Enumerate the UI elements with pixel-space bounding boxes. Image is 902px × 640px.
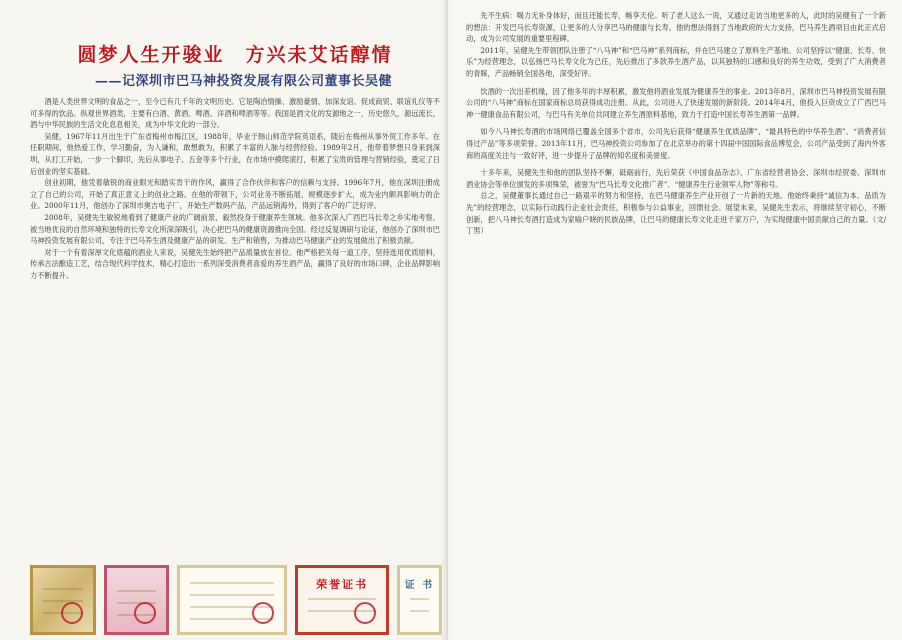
- certificate-photos: [30, 565, 442, 635]
- paragraph: 2011年，吴健先生带领团队注册了“八马神”和“巴马神”系列商标，并在巴马建立了原料生产基地。公司坚持以“健康、长寿、快乐”为经营理念，以弘扬巴马长寿文化为己任，先后推出了多款养生酒产品，以其独特的口感和良好的养生功效，受到了广大消费者的青睐，产品畅销全国各地，深受好评。: [466, 45, 886, 78]
- paragraph: 总之，吴健董事长通过自己一路艰辛的努力和坚持，在巴马健康养生产业开创了一片新的天地。他始终秉持“诚信为本、品质为先”的经营理念，以实际行动践行企业社会责任，积极参与公益事业，回馈社会。展望未来，吴健先生表示，将继续坚守初心，不断创新，把八马神长寿酒打造成为家喻户晓的民族品牌，让巴马的健康长寿文化走进千家万户，为实现健康中国贡献自己的力量。（文/丁男）: [466, 191, 886, 236]
- certificate-plain: [177, 565, 287, 635]
- certificate-pink: [104, 565, 170, 635]
- paragraph: 吴健，1967年11月出生于广东省梅州市梅江区，1988年，毕业于韩山师范学院英语系，随后在梅州从事外贸工作多年。在任职期间，他热爱工作，学习勤奋，为人谦和，敢想敢为，积累了丰富的人脉与经营经验。1989年2月，他带着梦想只身来到深圳，从打工开始，一步一个脚印，先后从事电子、五金等多个行业，在市场中摸爬滚打，积累了宝贵的管理与营销经验，奠定了日后创业的坚实基础。: [30, 131, 440, 176]
- paragraph: 如今八马神长寿酒的市场网络已覆盖全国多个省市，公司先后获得“健康养生优质品牌”、“最具特色的中华养生酒”、“消费者信得过产品”等多项荣誉。2013年11月，巴马神投资公司参加了在北京举办的第十四届中国国际食品博览会，公司产品受到了海内外客商的高度关注与一致好评，进一步提升了品牌的知名度和美誉度。: [466, 127, 886, 160]
- certificate-stamp: [397, 565, 442, 635]
- paragraph: 十多年来，吴健先生和他的团队坚持不懈，砥砺前行，先后荣获《中国食品杂志》、广东省经营者协会、深圳市经贸委、深圳市酒业协会等单位颁发的多项殊荣，被誉为“巴马长寿文化推广者”、“健康养生行业领军人物”等称号。: [466, 168, 886, 189]
- paragraph: 先不生病：喝力无补身体好，而且还能长寿，畅享天伦。听了老人这么一说，又通过走访当地更多的人，此时的吴健有了一个新的想法：开发巴马长寿资源，让更多的人分享巴马的健康与长寿。他的想法得到了当地政府的大力支持，巴马养生酒项目由此正式启动，成为公司发展的重要里程碑。: [466, 11, 886, 44]
- paragraph: 创业初期，他凭着敏锐的商业眼光和踏实肯干的作风，赢得了合作伙伴和客户的信赖与支持。1996年7月，他在深圳注册成立了自己的公司，开始了真正意义上的创业之路。在他的带领下，公司业务不断拓展，规模逐步扩大，成为业内颇具影响力的企业。2000年11月，他创办了深圳市奥吉电子厂，开始生产数码产品，产品远销海外，得到了客户的广泛好评。: [30, 178, 440, 211]
- cert-label: 证 书: [404, 580, 435, 591]
- article-title: 圆梦人生开骏业 方兴未艾话醇情: [77, 44, 393, 66]
- right-page: [452, 0, 902, 640]
- certificate-gold: [30, 565, 96, 635]
- certificate-honor: [295, 565, 389, 635]
- paragraph: 2008年，吴健先生敏锐地看到了健康产业的广阔前景，毅然投身于健康养生领域。他多次深入广西巴马长寿之乡实地考察，被当地优良的自然环境和独特的长寿文化所深深吸引，决心把巴马的健康资源推向全国。经过反复调研与论证，他创办了深圳市巴马神投资发展有限公司，专注于巴马养生酒及健康产品的研发、生产和销售，为推动巴马健康产业的发展做出了积极贡献。: [30, 212, 440, 246]
- right-body-text: [466, 10, 886, 625]
- paragraph: 对于一个有着深厚文化底蕴的酒业人来说，吴健先生始终把产品质量放在首位。他严格把关每一道工序，坚持选用优质原料，传承古法酿造工艺，结合现代科学技术，精心打造出一系列深受消费者喜爱的养生酒产品，赢得了良好的市场口碑，企业品牌影响力不断提升。: [30, 247, 440, 280]
- left-body-text: [30, 96, 440, 566]
- left-page: [0, 0, 448, 640]
- paragraph: 饮酒的一次出差机缘，因了他多年的丰厚积累，激发他将酒业发展为健康养生的事业。2013年8月，深圳市巴马神投资发展有限公司的“八马神”商标在国家商标总局获得成功注册。从此，公司进入了快速发展的新阶段。2014年4月，他投入巨资成立了广西巴马神一健康食品有限公司，与巴马有关单位共同建立养生酒原料基地，致力于打造中国长寿养生酒第一品牌。: [466, 86, 886, 119]
- article-subtitle: ——记深圳市巴马神投资发展有限公司董事长吴健: [95, 74, 393, 89]
- honor-certificate-label: 荣誉证书: [316, 578, 369, 591]
- paragraph: 酒是人类世界文明的食品之一，至今已有几千年的文明历史。它是陶冶情操、激励豪情、加深友谊、促成商贸、联谊礼仪等不可多得的饮品。纵观世界酒类，主要有白酒、黄酒、啤酒、洋酒和啤酒等等。我国是酒文化的发源地之一，历史悠久，源远流长，酒与中华民族的生活文化息息相关，成为中华文化的一部分。: [30, 97, 440, 130]
